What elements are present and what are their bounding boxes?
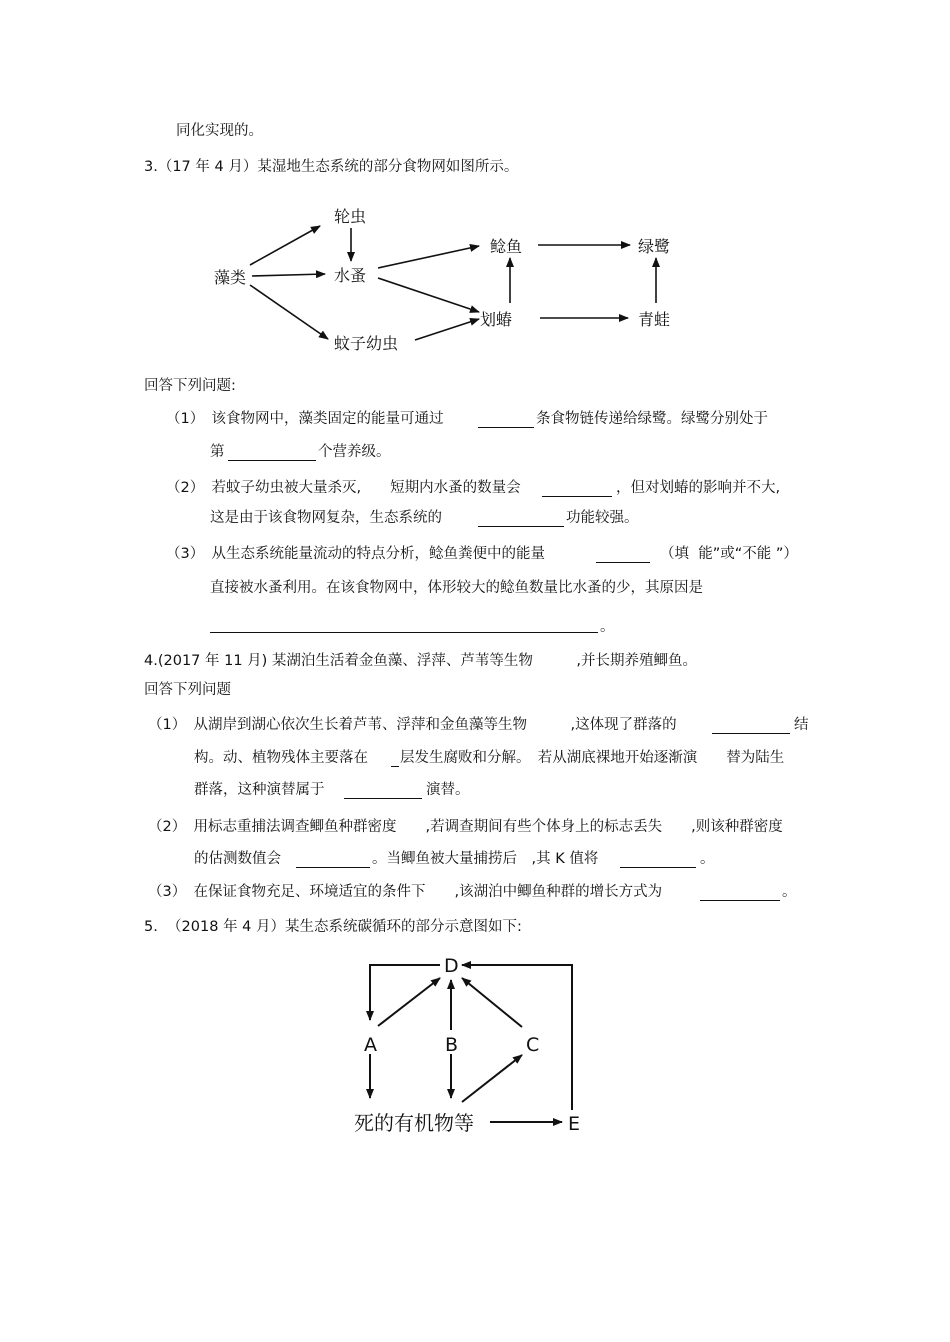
arrow-daphnia-catfish [378, 246, 479, 268]
arrow-mosquito-boatman [415, 319, 479, 340]
node-D: D [444, 955, 459, 977]
q4-2-blank-1[interactable] [296, 853, 370, 868]
q3-1-blank-2[interactable] [228, 446, 316, 461]
q4-1-blank-1[interactable] [712, 719, 790, 734]
q4-1-blank-2[interactable] [391, 752, 399, 767]
q3-2-text-d: 功能较强。 [566, 510, 639, 526]
node-mosquito-larva: 蚊子幼虫 [334, 334, 399, 353]
question-4-title: 4.(2017 年 11 月) 某湖泊生活着金鱼藻、浮萍、芦苇等生物 ,并长期养殖鲫鱼。 [144, 653, 698, 669]
q3-3-blank-2[interactable] [210, 618, 598, 633]
q4-2-blank-2[interactable] [620, 853, 696, 868]
q4-2-text-a: （2） 用标志重捕法调查鲫鱼种群密度 ,若调查期间有些个体身上的标志丢失 ,则该种群密度 [148, 819, 783, 835]
q4-1-text-d: 层发生腐败和分解。 若从湖底裸地开始逐渐演 替为陆生 [400, 750, 785, 766]
continuation-line: 同化实现的。 [176, 123, 263, 139]
arrow-algae-rotifer [250, 226, 320, 265]
node-rotifer: 轮虫 [334, 207, 367, 226]
q3-1-blank-1[interactable] [478, 413, 534, 428]
q3-2-text-b: ，但对划蝽的影响并不大, [616, 480, 781, 496]
question-4-prompt: 回答下列问题 [144, 682, 231, 698]
q4-1-text-e: 群落，这种演替属于 [194, 782, 325, 798]
node-B: B [445, 1034, 459, 1056]
q3-1-text-b: 条食物链传递给绿鹭。绿鹭分别处于 [536, 411, 768, 427]
node-E: E [568, 1113, 581, 1135]
node-heron: 绿鹭 [638, 237, 671, 256]
q4-1-text-f: 演替。 [426, 782, 470, 798]
q4-3-text-b: 。 [782, 884, 797, 900]
q4-2-text-b: 的估测数值会 [194, 851, 281, 867]
q3-2-blank-1[interactable] [542, 482, 612, 497]
question-3-prompt: 回答下列问题: [144, 378, 236, 394]
arrow-A-to-D [378, 978, 440, 1026]
q3-2-blank-2[interactable] [478, 512, 564, 527]
arrow-D-to-A [370, 965, 440, 1020]
node-algae: 藻类 [214, 268, 247, 287]
q3-2-text-a: （2） 若蚊子幼虫被大量杀灭, 短期内水蚤的数量会 [166, 480, 521, 496]
arrow-dead-to-C [462, 1055, 522, 1102]
arrow-daphnia-boatman [378, 278, 479, 312]
node-frog: 青蛙 [638, 310, 671, 329]
q3-3-text-b: （填 能”或“不能 ”） [660, 546, 798, 562]
q3-2-text-c: 这是由于该食物网复杂，生态系统的 [210, 510, 442, 526]
arrow-algae-daphnia [252, 274, 325, 276]
node-water-boatman: 划蝽 [480, 310, 513, 329]
q3-3-text-d: 。 [600, 619, 615, 635]
q3-3-text-a: （3） 从生态系统能量流动的特点分析，鲶鱼粪便中的能量 [166, 546, 545, 562]
q3-3-blank-1[interactable] [596, 548, 650, 563]
node-C: C [526, 1034, 540, 1056]
q3-3-text-c: 直接被水蚤利用。在该食物网中，体形较大的鲶鱼数量比水蚤的少，其原因是 [210, 580, 703, 596]
node-catfish: 鲶鱼 [490, 237, 523, 256]
node-daphnia: 水蚤 [334, 266, 367, 285]
q4-1-text-c: 构。动、植物残体主要落在 [194, 750, 368, 766]
q4-1-blank-3[interactable] [344, 784, 422, 799]
q4-2-text-c: 。当鲫鱼被大量捕捞后 ,其 K 值将 [372, 851, 599, 867]
question-5-title: 5. （2018 年 4 月）某生态系统碳循环的部分示意图如下: [144, 919, 522, 935]
carbon-cycle-diagram [340, 950, 610, 1140]
q3-1-text-d: 个营养级。 [318, 444, 391, 460]
q4-1-text-a: （1） 从湖岸到湖心依次生长着芦苇、浮萍和金鱼藻等生物 ,这体现了群落的 [148, 717, 677, 733]
arrow-algae-mosquito [250, 285, 328, 339]
q4-1-text-b: 结 [794, 717, 809, 733]
arrow-C-to-D [462, 978, 522, 1027]
food-web-diagram [200, 195, 700, 365]
node-dead-organic-matter: 死的有机物等 [354, 1111, 474, 1135]
question-3-title: 3.（17 年 4 月）某湿地生态系统的部分食物网如图所示。 [144, 159, 519, 175]
node-A: A [364, 1034, 377, 1056]
q3-1-text-c: 第 [210, 444, 225, 460]
q4-2-text-d: 。 [700, 851, 715, 867]
q4-3-text-a: （3） 在保证食物充足、环境适宜的条件下 ,该湖泊中鲫鱼种群的增长方式为 [148, 884, 663, 900]
q4-3-blank-1[interactable] [700, 886, 780, 901]
q3-1-text-a: （1） 该食物网中，藻类固定的能量可通过 [166, 411, 444, 427]
